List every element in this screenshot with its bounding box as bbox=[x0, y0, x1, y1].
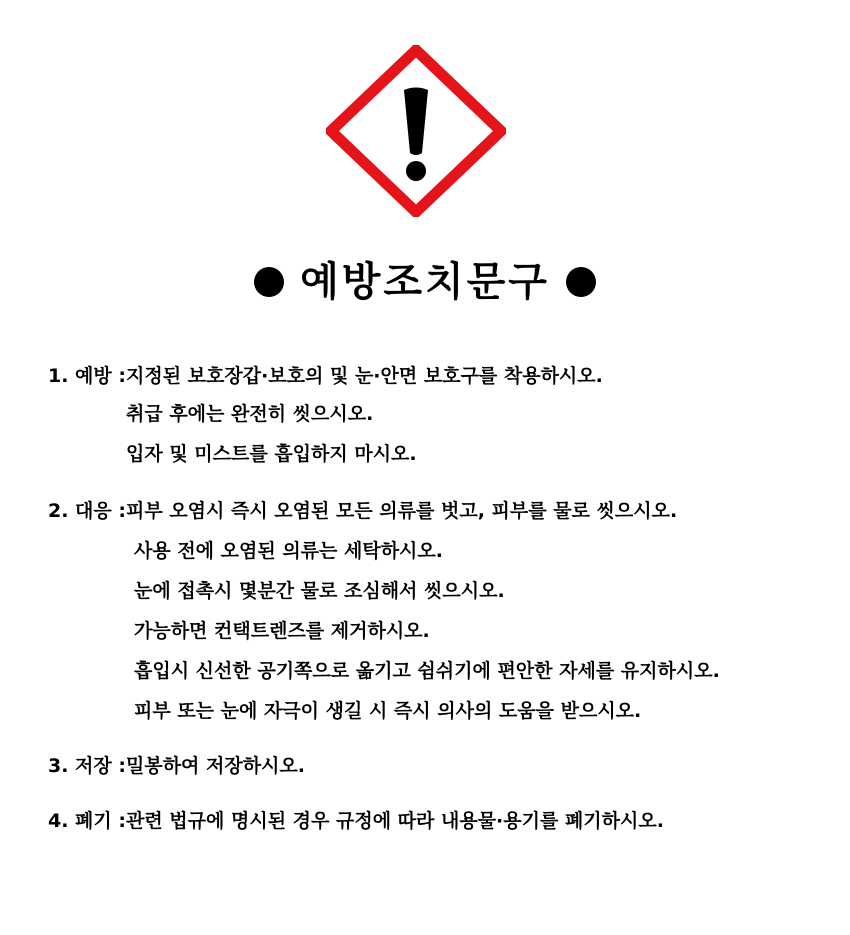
section-2-text-1: 피부 오염시 즉시 오염된 모든 의류를 벗고, 피부를 물로 씻으시오. bbox=[125, 500, 678, 522]
section-3-text-1: 밀봉하여 저장하시오. bbox=[125, 755, 306, 777]
section-1-line-2: 취급 후에는 완전히 씻으시오. bbox=[126, 403, 374, 425]
title-row bbox=[0, 252, 850, 312]
section-4-head: 4. 폐기 : bbox=[48, 810, 126, 832]
title-bullet-left bbox=[254, 267, 284, 297]
section-1-line-3: 입자 및 미스트를 흡입하지 마시오. bbox=[126, 443, 417, 465]
section-2-line-3: 눈에 접촉시 몇분간 물로 조심해서 씻으시오. bbox=[134, 580, 505, 602]
section-4-line-1 bbox=[48, 807, 664, 835]
section-2-line-5: 흡입시 신선한 공기쪽으로 옮기고 쉼쉬기에 편안한 자세를 유지하시오. bbox=[134, 660, 720, 682]
section-2-line-6: 피부 또는 눈에 자극이 생길 시 즉시 의사의 도움을 받으시오. bbox=[134, 700, 642, 722]
section-2-line-4: 가능하면 컨택트렌즈를 제거하시오. bbox=[134, 620, 430, 642]
section-1-line-1 bbox=[48, 362, 603, 390]
page-title: 예방조치문구 bbox=[300, 259, 550, 305]
section-2-head: 2. 대응 : bbox=[48, 500, 126, 522]
section-3-head: 3. 저장 : bbox=[48, 755, 126, 777]
hazard-pictogram bbox=[326, 45, 506, 217]
section-4-text-1: 관련 법규에 명시된 경우 규정에 따라 내용물·용기를 폐기하시오. bbox=[125, 810, 664, 832]
section-3-line-1 bbox=[48, 752, 305, 780]
section-2-line-2: 사용 전에 오염된 의류는 세탁하시오. bbox=[134, 540, 443, 562]
section-1-text-1: 지정된 보호장갑·보호의 및 눈·안면 보호구를 착용하시오. bbox=[125, 365, 603, 387]
section-1-head: 1. 예방 : bbox=[48, 365, 126, 387]
section-2-line-1 bbox=[48, 497, 677, 525]
title-bullet-right bbox=[566, 267, 596, 297]
